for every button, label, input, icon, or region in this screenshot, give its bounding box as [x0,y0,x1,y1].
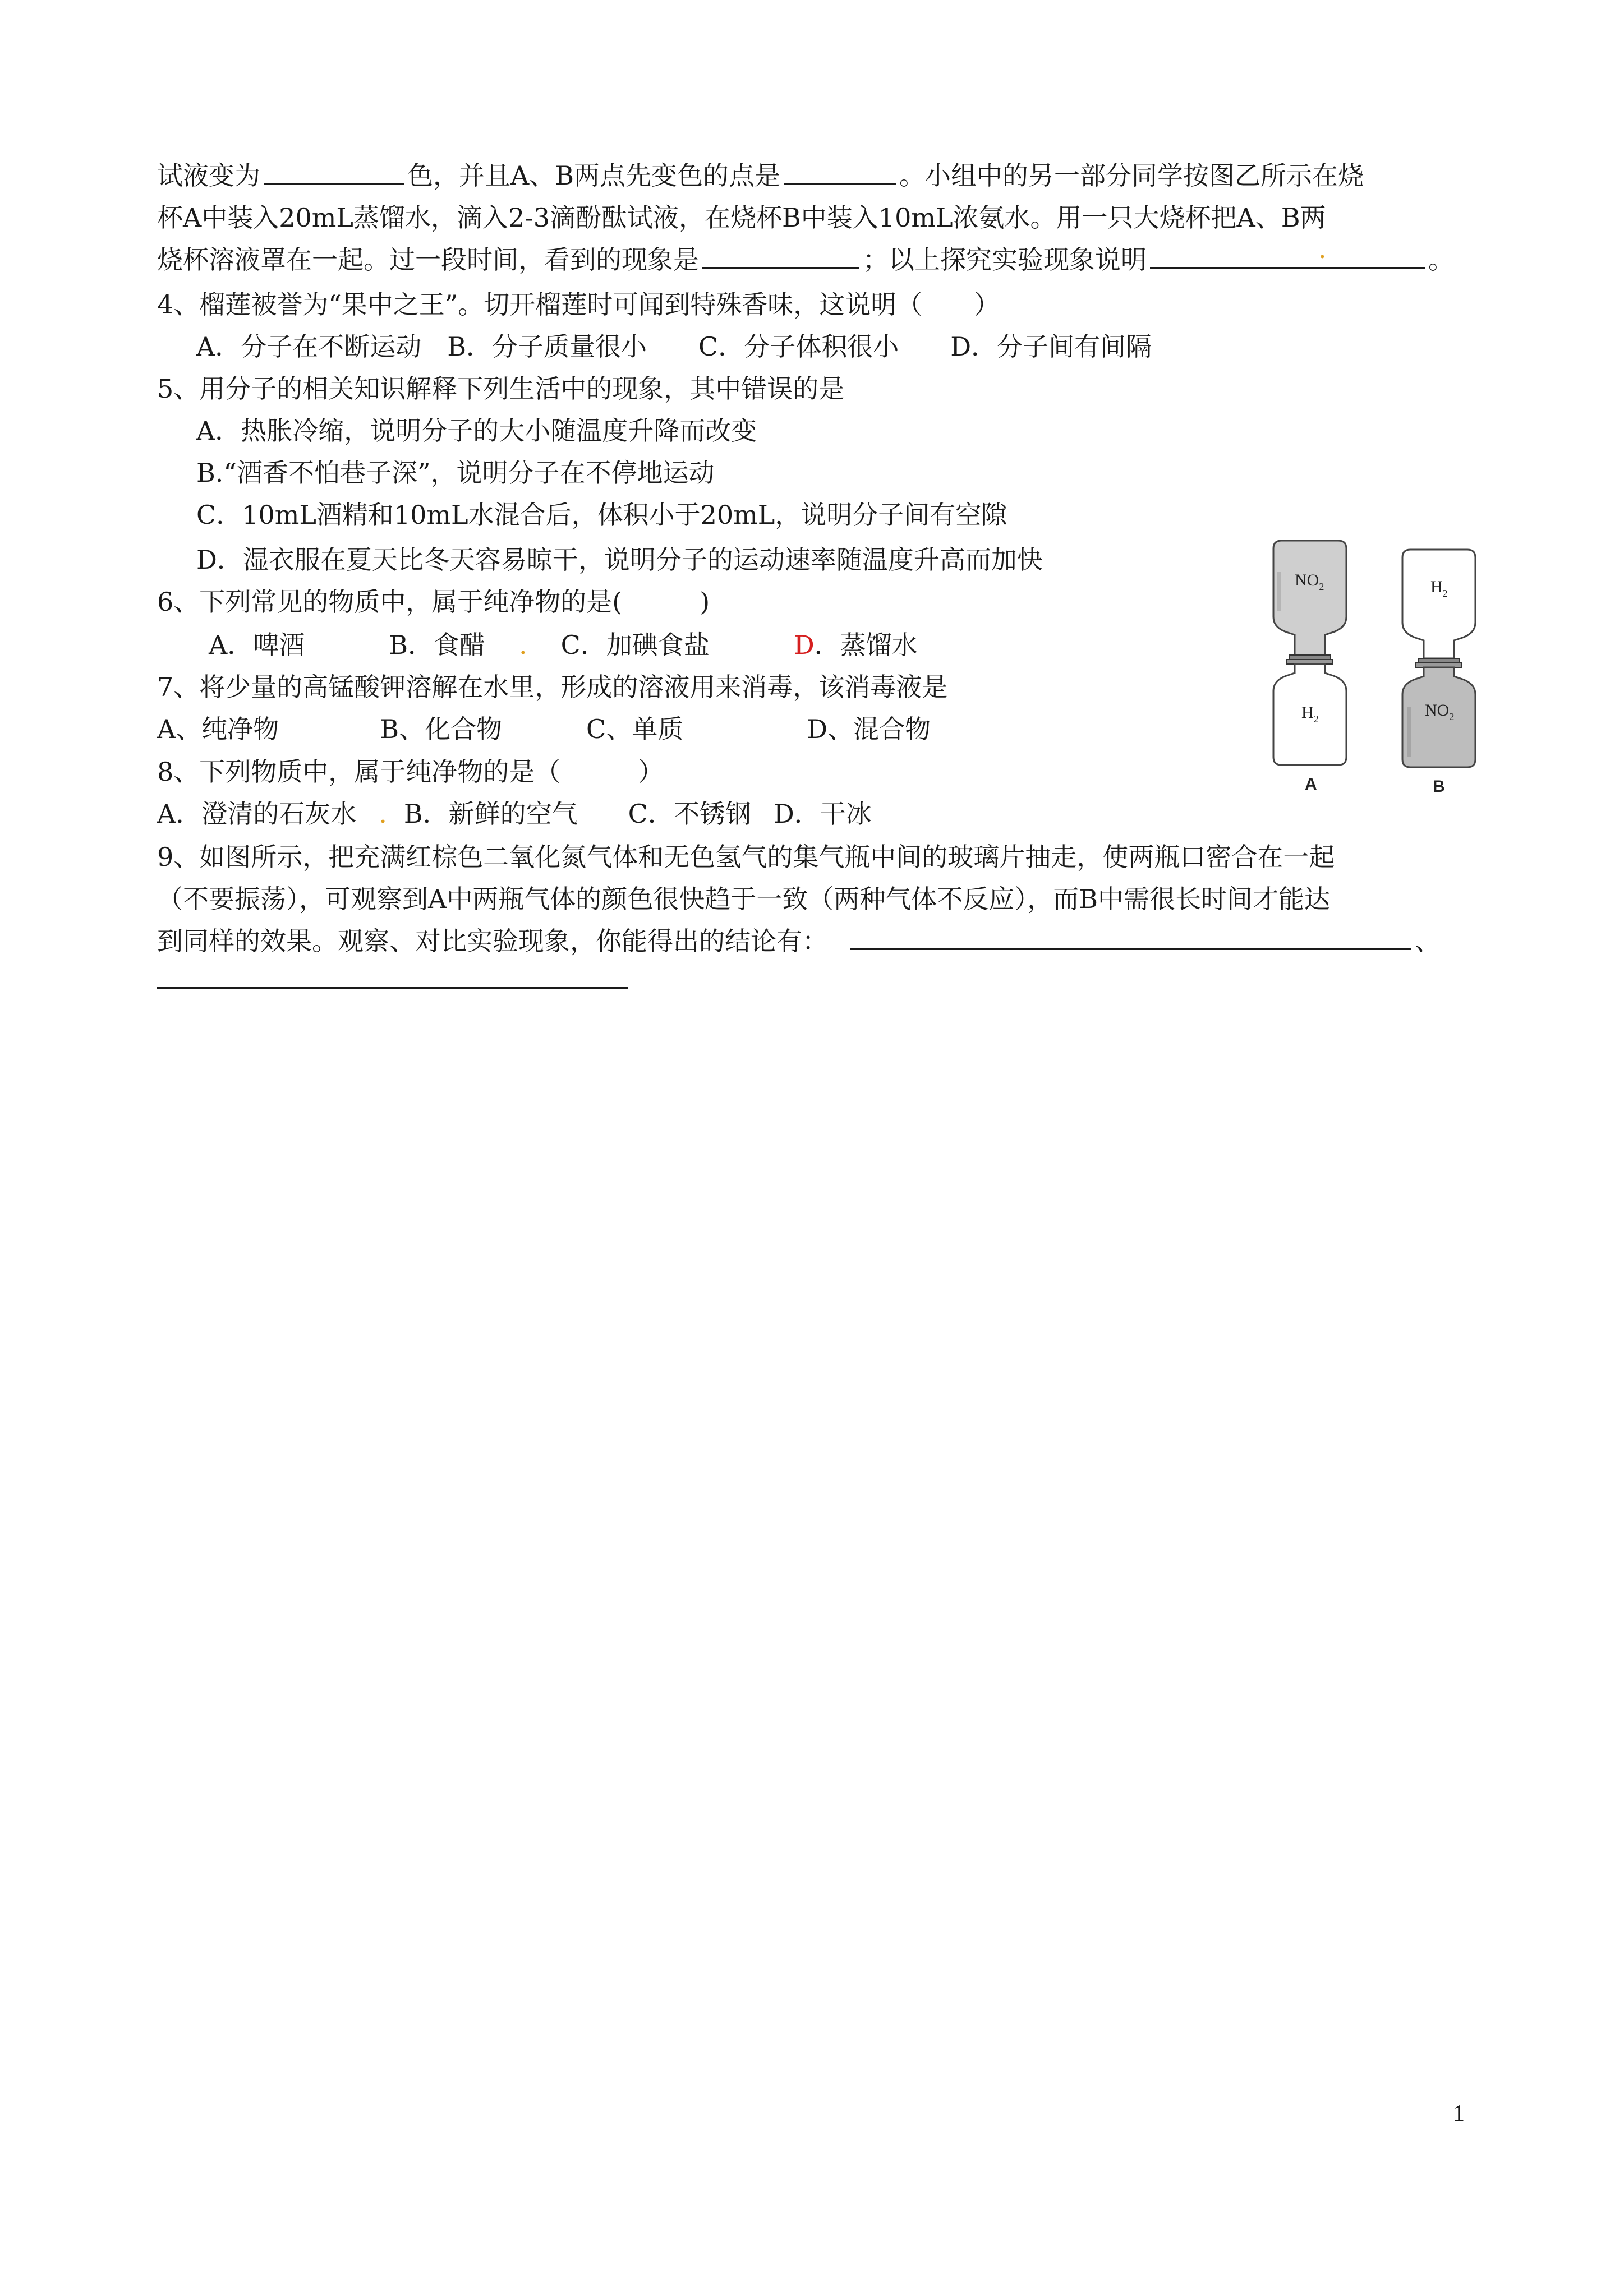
q8-options [157,792,872,835]
jar-a-top [1273,541,1346,655]
q3-line-2 [157,196,1326,239]
q6-options [209,624,918,666]
text: 、 [1415,926,1441,956]
jar-b-top [1402,550,1475,658]
jar-a-bottom-label: H [1301,703,1314,722]
text: （不要振荡），可观察到A中两瓶气体的颜色很快趋于一致（两种气体不反应），而B中需很长时间才能达 [157,884,1331,914]
text: 杯A中装入20mL蒸馏水，滴入2-3滴酚酞试液，在烧杯B中装入10mL浓氨水。用一只大烧杯把A、B两 [157,202,1326,233]
text: 8、下列物质中，属于纯净物的是（ ） [157,757,664,787]
option-c: C．加碘食盐 [560,630,710,660]
text: 5、用分子的相关知识解释下列生活中的现象，其中错误的是 [157,374,845,404]
text: A．热胀冷缩，说明分子的大小随温度升降而改变 [196,416,757,446]
text: 。小组中的另一部分同学按图乙所示在烧 [899,160,1364,191]
answer-blank[interactable] [157,987,628,989]
text: 到同样的效果。观察、对比实验现象，你能得出的结论有： [157,926,828,956]
jar-a-top-label: NO [1295,571,1319,589]
stray-dot: . [1318,234,1327,264]
text: 6、下列常见的物质中，属于纯净物的是( ) [157,587,710,617]
text: C．10mL酒精和10mL水混合后，体积小于20mL，说明分子间有空隙 [196,500,1007,530]
q5-stem [157,367,844,410]
text: ；以上探究实验现象说明 [863,245,1147,275]
jar-a-glass-plate [1289,655,1331,660]
q7-options [157,708,931,750]
q9-line-2 [157,878,1330,920]
q6-stem [157,580,710,623]
jar-a-bottom-subscript: 2 [1313,713,1319,725]
q5-option-b [196,451,714,494]
q9-line-1 [157,836,1335,878]
option-b: B．食醋 [389,630,486,660]
option-b: B．新鲜的空气 [403,799,578,829]
text: 烧杯溶液罩在一起。过一段时间，看到的现象是 [157,245,699,275]
jar-a-top-subscript: 2 [1319,581,1324,592]
text: 7、将少量的高锰酸钾溶解在水里，形成的溶液用来消毒，该消毒液是 [157,672,948,702]
answer-blank[interactable] [784,156,896,185]
option-a: A．澄清的石灰水 [157,799,357,829]
text: A．分子在不断运动 B．分子质量很小 C．分子体积很小 D．分子间有间隔 [196,331,1152,362]
q5-option-d [196,538,1043,581]
jar-b-bottom-label: NO [1425,701,1450,720]
text: 色，并且A、B两点先变色的点是 [407,160,781,191]
option-d-letter: D [793,630,815,660]
option-a: A．啤酒 [209,630,305,660]
text: 试液变为 [157,160,260,191]
gas-jar-figure [1262,538,1498,802]
jar-a-caption: A [1305,775,1317,794]
text: D．湿衣服在夏天比冬天容易晾干，说明分子的运动速率随温度升高而加快 [196,545,1043,575]
option-b: B、化合物 [380,714,503,744]
stray-dot: . [519,630,527,660]
q5-option-c [196,494,1007,536]
answer-blank[interactable] [850,921,1411,950]
jar-b-top-subscript: 2 [1442,588,1448,599]
q4-options [196,325,1152,368]
jar-b-bottom-subscript: 2 [1449,711,1455,722]
answer-blank[interactable] [702,240,859,269]
stray-dot: . [379,799,387,829]
text: 。 [1428,245,1454,275]
page-number: 1 [1453,2101,1465,2127]
q4-stem [157,283,1000,326]
text: 4、榴莲被誉为“果中之王”。切开榴莲时可闻到特殊香味，这说明（ ） [157,289,1000,320]
option-d: D．干冰 [773,799,872,829]
answer-blank[interactable] [1150,234,1425,269]
jar-b-caption: B [1433,777,1445,796]
option-d: ．蒸馏水 [814,630,918,660]
option-c: C．不锈钢 [628,799,751,829]
text: B.“酒香不怕巷子深”，说明分子在不停地运动 [196,458,715,488]
jar-b-glass-plate [1418,658,1460,663]
answer-blank[interactable] [264,156,404,185]
option-d: D、混合物 [807,714,931,744]
jar-b-top-label: H [1430,578,1443,596]
option-a: A、纯净物 [157,714,279,744]
q8-stem [157,750,664,793]
q5-option-a [196,409,757,452]
q9-line-3 [157,920,1441,962]
text: 9、如图所示，把充满红棕色二氧化氮气体和无色氢气的集气瓶中间的玻璃片抽走，使两瓶口密合在一起 [157,842,1335,872]
q3-line-1 [157,154,1364,197]
option-c: C、单质 [586,714,684,744]
q7-stem [157,666,947,708]
gas-jar-diagram [1262,538,1498,802]
q3-line-3 [157,234,1454,281]
